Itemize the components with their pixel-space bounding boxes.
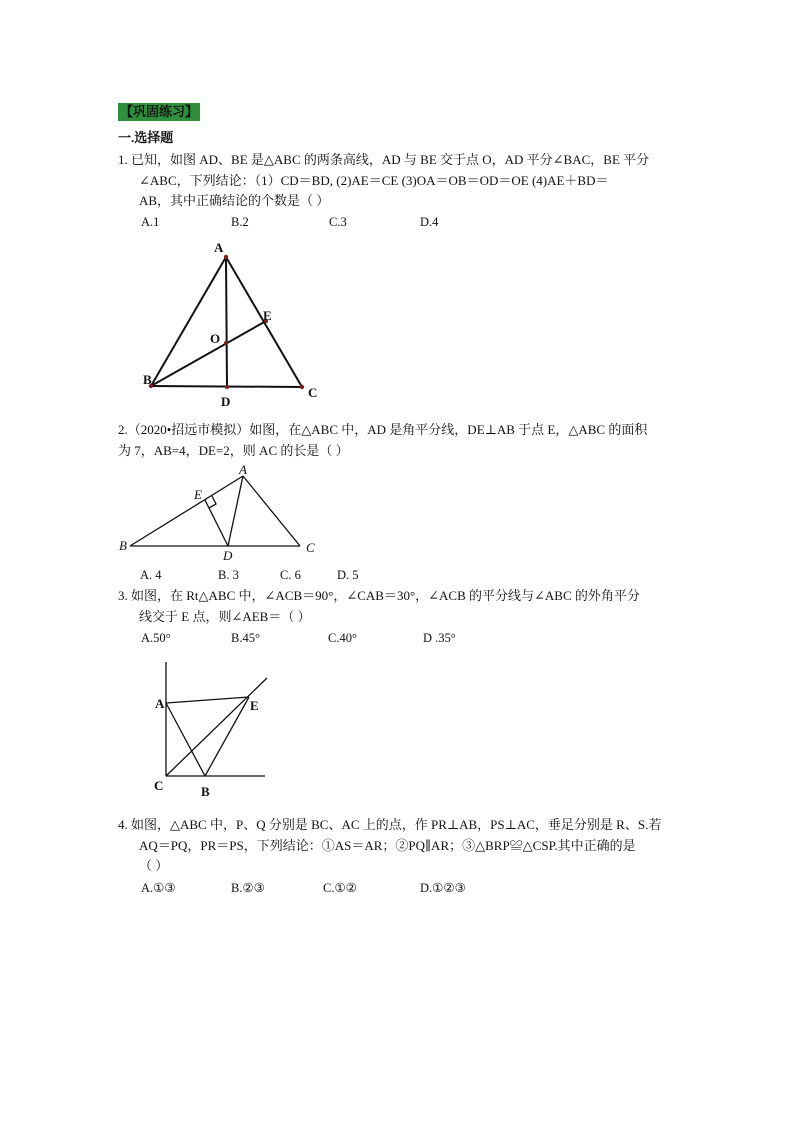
q1-label-b: B (143, 372, 152, 387)
q3-bisector-ce (166, 678, 267, 776)
q2-option-d: D. 5 (337, 568, 359, 582)
q2-label-a: A (239, 462, 247, 477)
q3-segment-ab (166, 703, 205, 776)
q1-option-a: A.1 (141, 215, 160, 229)
q1-option-c: C.3 (329, 215, 347, 229)
q3-option-a: A.50° (141, 631, 171, 645)
q2-option-b: B. 3 (218, 568, 239, 582)
q2-label-e: E (194, 487, 202, 502)
q4-option-d: D.①②③ (420, 881, 466, 895)
q2-label-c: C (306, 540, 315, 555)
q3-segment-be (205, 697, 249, 776)
q1-line1: 1. 已知，如图 AD、BE 是△ABC 的两条高线，AD 与 BE 交于点 O，AD 平分∠BAC，BE 平分 (118, 152, 650, 167)
q4-option-b: B.②③ (231, 881, 265, 895)
q3-line2: 线交于 E 点，则∠AEB＝（ ） (139, 609, 311, 624)
q3-label-a: A (155, 696, 165, 711)
q3-line1: 3. 如图，在 Rt△ABC 中，∠ACB＝90°，∠CAB＝30°，∠ACB 的平分线与∠ABC 的外角平分 (118, 588, 640, 603)
section-tag: 【巩固练习】 (120, 104, 199, 119)
q1-option-b: B.2 (231, 215, 249, 229)
q1-label-e: E (263, 308, 272, 323)
q1-label-c: C (308, 385, 318, 400)
q4-line3: （ ） (139, 858, 169, 873)
q3-option-c: C.40° (328, 631, 357, 645)
q1-label-a: A (214, 240, 224, 255)
q3-label-b: B (201, 784, 210, 799)
q3-segment-ae (166, 697, 249, 703)
q3-label-e: E (250, 698, 259, 713)
q2-line1: 2.（2020•招远市模拟）如图，在△ABC 中，AD 是角平分线，DE⊥AB 于点 E，△ABC 的面积 (118, 422, 648, 437)
q2-line2: 为 7，AB=4，DE=2，则 AC 的长是（ ） (118, 443, 349, 458)
q1-label-d: D (221, 394, 231, 409)
q2-option-c: C. 6 (280, 568, 301, 582)
q3-label-c: C (154, 778, 164, 793)
q4-option-a: A.①③ (141, 881, 176, 895)
q2-option-a: A. 4 (140, 568, 162, 582)
q2-label-d: D (223, 548, 233, 563)
q2-label-b: B (119, 538, 127, 553)
q4-line2: AQ＝PQ，PR＝PS，下列结论：①AS＝AR；②PQ∥AR；③△BRP≌△CSP.其中正确的是 (139, 838, 636, 853)
q3-option-b: B.45° (231, 631, 260, 645)
q3-option-d: D .35° (423, 631, 456, 645)
q1-label-o: O (210, 331, 221, 346)
q1-line3: AB，其中正确结论的个数是（ ） (139, 193, 330, 208)
q1-line2: ∠ABC，下列结论：（1）CD＝BD, (2)AE＝CE (3)OA＝OB＝OD＝OE (4)AE＋BD＝ (139, 173, 609, 188)
q1-option-d: D.4 (420, 215, 439, 229)
q4-option-c: C.①② (323, 881, 357, 895)
section-title: 一.选择题 (118, 130, 174, 145)
q4-line1: 4. 如图，△ABC 中，P、Q 分别是 BC、AC 上的点，作 PR⊥AB，PS⊥AC，垂足分别是 R、S.若 (118, 817, 662, 832)
